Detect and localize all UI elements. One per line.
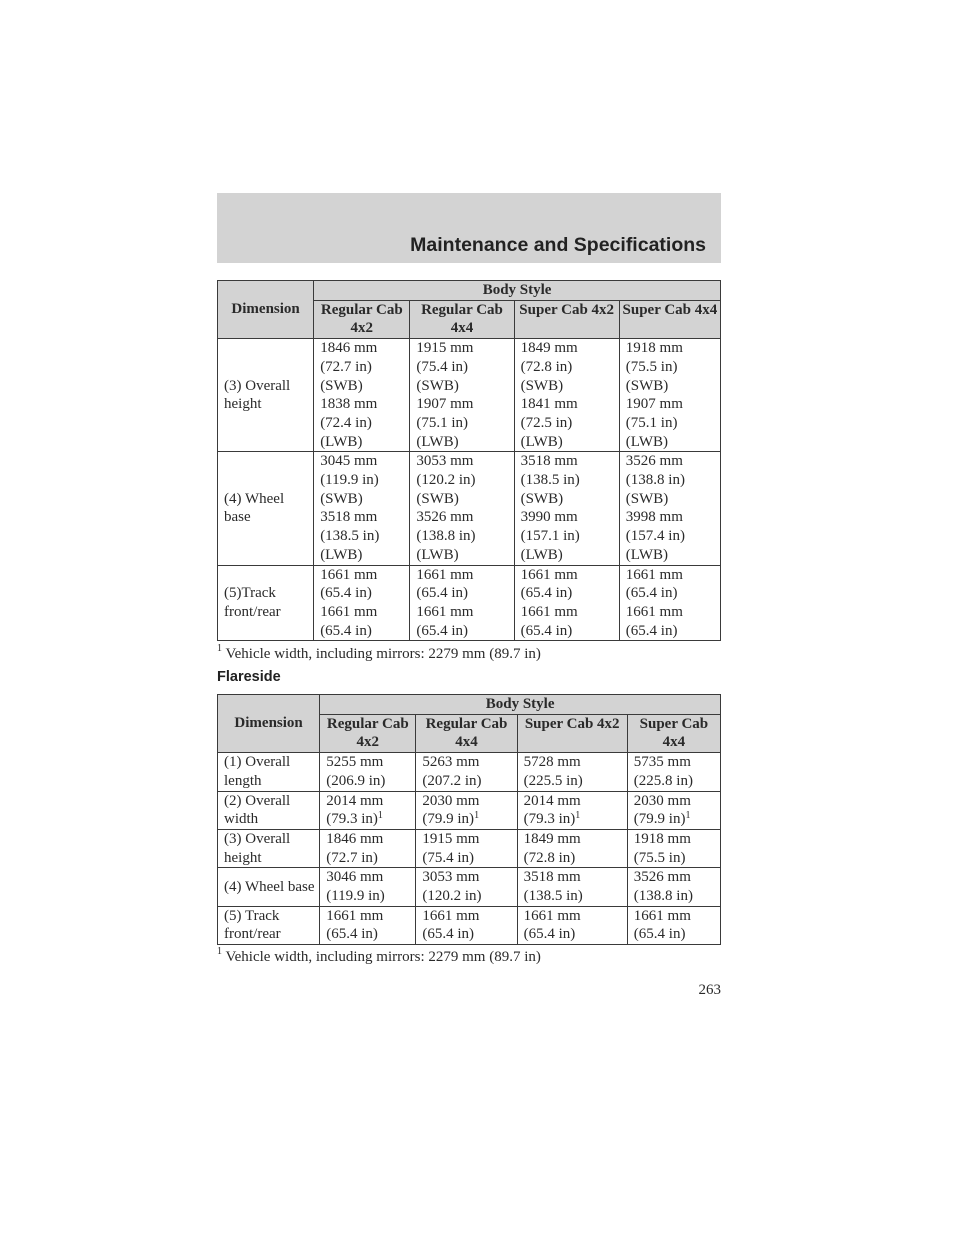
value-text: (65.4 in)	[326, 926, 378, 943]
value-cell	[320, 753, 416, 791]
value-line	[422, 810, 512, 829]
row-label: (5)Track front/rear	[218, 565, 314, 641]
value-text: 2030 mm	[633, 792, 691, 809]
value-line	[326, 868, 411, 887]
value-cell	[320, 868, 416, 906]
column-header: Super Cab 4x2	[514, 300, 619, 338]
value-line	[634, 907, 716, 926]
value-text: (120.2 in)	[422, 888, 482, 905]
value-text: (79.9 in)	[633, 811, 686, 828]
value-line	[416, 584, 509, 603]
value-line	[634, 887, 716, 906]
value-text: 3998 mm	[625, 509, 683, 526]
value-text: (SWB)	[320, 377, 363, 394]
row-label: (2) Overall width	[218, 791, 320, 829]
value-cell	[517, 906, 627, 944]
value-text: (65.4 in)	[422, 926, 475, 943]
value-line	[320, 433, 405, 452]
value-line	[634, 868, 716, 887]
table-row	[218, 565, 721, 641]
table-row	[218, 753, 721, 791]
value-text: 3053 mm	[422, 869, 480, 886]
value-line	[524, 907, 623, 926]
footnote-ref: 1	[474, 810, 480, 822]
value-line	[626, 622, 716, 641]
value-text: (75.5 in)	[633, 849, 686, 866]
value-line	[521, 377, 615, 396]
value-text: 3526 mm	[625, 453, 683, 470]
value-line	[524, 772, 623, 791]
value-text: (72.4 in)	[320, 414, 372, 431]
value-line	[320, 566, 405, 585]
page-number: 263	[698, 982, 721, 998]
value-text: (138.8 in)	[625, 472, 685, 489]
footnote-text: Vehicle width, including mirrors: 2279 mm (89.7 in)	[225, 949, 541, 965]
value-line	[326, 772, 411, 791]
value-text: 1907 mm	[416, 396, 474, 413]
value-text: (225.8 in)	[633, 772, 693, 789]
value-cell	[627, 868, 720, 906]
value-text: (72.5 in)	[520, 414, 573, 431]
value-line	[626, 603, 716, 622]
value-text: 1661 mm	[625, 603, 683, 620]
column-header: Super Cab 4x4	[627, 714, 720, 752]
value-text: 1661 mm	[320, 603, 378, 620]
value-line	[320, 414, 405, 433]
value-text: (138.8 in)	[633, 888, 693, 905]
value-text: 3518 mm	[320, 509, 378, 526]
value-line	[634, 810, 716, 829]
value-text: 1661 mm	[416, 603, 474, 620]
footnote-mark: 1	[217, 643, 222, 654]
dimension-header: Dimension	[218, 281, 314, 339]
value-text: (65.4 in)	[633, 926, 686, 943]
value-line	[626, 527, 716, 546]
value-line	[416, 358, 509, 377]
value-cell	[627, 906, 720, 944]
footnote-ref: 1	[685, 810, 691, 822]
value-line	[416, 527, 509, 546]
value-cell	[627, 753, 720, 791]
value-line	[524, 887, 623, 906]
value-text: (120.2 in)	[416, 472, 476, 489]
row-label: (4) Wheel base	[218, 452, 314, 565]
value-line	[524, 810, 623, 829]
value-text: (65.4 in)	[416, 622, 469, 639]
value-text: 3526 mm	[633, 869, 691, 886]
value-text: 1915 mm	[416, 340, 474, 357]
column-header: Regular Cab 4x2	[314, 300, 410, 338]
value-cell	[410, 565, 514, 641]
value-text: (65.4 in)	[625, 585, 678, 602]
value-line	[416, 508, 509, 527]
value-text: (LWB)	[320, 433, 363, 450]
value-line	[524, 925, 623, 944]
row-label: (5) Track front/rear	[218, 906, 320, 944]
value-text: 3046 mm	[326, 869, 384, 886]
value-line	[422, 868, 512, 887]
value-text: (SWB)	[520, 490, 564, 507]
column-header: Regular Cab 4x4	[416, 714, 517, 752]
value-cell	[410, 452, 514, 565]
value-cell	[410, 339, 514, 452]
value-text: (138.5 in)	[520, 472, 580, 489]
value-text: (72.7 in)	[326, 849, 378, 866]
value-line	[416, 471, 509, 490]
value-cell	[320, 829, 416, 867]
value-cell	[416, 906, 517, 944]
value-cell	[514, 452, 619, 565]
value-cell	[627, 791, 720, 829]
body-style-header: Body Style	[320, 695, 721, 715]
value-text: 5263 mm	[422, 754, 480, 771]
value-line	[416, 490, 509, 509]
value-cell	[517, 753, 627, 791]
value-line	[326, 925, 411, 944]
value-text: (65.4 in)	[625, 622, 678, 639]
value-text: 3518 mm	[520, 453, 578, 470]
row-label: (1) Overall length	[218, 753, 320, 791]
value-line	[320, 452, 405, 471]
value-line	[521, 546, 615, 565]
value-text: (72.7 in)	[320, 358, 372, 375]
value-cell	[314, 452, 410, 565]
value-text: (79.3 in)	[326, 811, 378, 828]
value-text: 1907 mm	[625, 396, 683, 413]
value-text: 3045 mm	[320, 453, 378, 470]
value-cell	[416, 753, 517, 791]
value-line	[326, 810, 411, 829]
value-line	[422, 792, 512, 811]
value-text: 1841 mm	[520, 396, 578, 413]
value-text: (LWB)	[625, 433, 668, 450]
value-line	[626, 433, 716, 452]
value-line	[320, 603, 405, 622]
column-header: Super Cab 4x2	[517, 714, 627, 752]
value-text: 1661 mm	[326, 907, 384, 924]
value-line	[524, 868, 623, 887]
value-text: 1661 mm	[320, 566, 378, 583]
value-line	[422, 887, 512, 906]
value-line	[416, 395, 509, 414]
value-line	[320, 622, 405, 641]
value-line	[422, 753, 512, 772]
value-line	[524, 792, 623, 811]
value-text: 2014 mm	[326, 792, 384, 809]
value-line	[326, 792, 411, 811]
value-text: (LWB)	[625, 546, 668, 563]
value-line	[626, 566, 716, 585]
value-line	[626, 395, 716, 414]
section-header-band	[217, 193, 721, 263]
value-line	[416, 566, 509, 585]
value-cell	[314, 339, 410, 452]
value-text: (65.4 in)	[520, 622, 573, 639]
value-line	[634, 772, 716, 791]
value-line	[320, 377, 405, 396]
value-text: (138.8 in)	[416, 528, 476, 545]
table-row	[218, 339, 721, 452]
value-line	[320, 395, 405, 414]
section-title: Maintenance and Specifications	[410, 234, 706, 256]
value-text: 1846 mm	[326, 830, 384, 847]
value-line	[634, 792, 716, 811]
value-text: (119.9 in)	[320, 472, 379, 489]
value-text: (138.5 in)	[523, 888, 583, 905]
value-text: 3990 mm	[520, 509, 578, 526]
value-line	[320, 508, 405, 527]
value-line	[326, 830, 411, 849]
value-text: 5735 mm	[633, 754, 691, 771]
value-line	[521, 452, 615, 471]
value-text: 3526 mm	[416, 509, 474, 526]
table-row	[218, 791, 721, 829]
value-cell	[416, 829, 517, 867]
spec-table-flareside	[217, 694, 721, 945]
value-text: 1661 mm	[523, 907, 581, 924]
value-text: (79.9 in)	[422, 811, 475, 828]
value-cell	[514, 565, 619, 641]
value-line	[320, 490, 405, 509]
value-line	[521, 433, 615, 452]
value-line	[521, 471, 615, 490]
value-line	[422, 830, 512, 849]
value-line	[634, 849, 716, 868]
value-line	[422, 907, 512, 926]
value-line	[521, 490, 615, 509]
value-line	[326, 907, 411, 926]
value-line	[320, 527, 405, 546]
value-line	[521, 566, 615, 585]
value-line	[521, 527, 615, 546]
value-text: (157.1 in)	[520, 528, 580, 545]
value-cell	[619, 452, 720, 565]
value-text: (LWB)	[520, 433, 563, 450]
value-text: (SWB)	[625, 490, 669, 507]
value-line	[416, 377, 509, 396]
value-text: 1849 mm	[523, 830, 581, 847]
value-line	[626, 339, 716, 358]
column-header: Regular Cab 4x2	[320, 714, 416, 752]
value-text: (75.4 in)	[416, 358, 469, 375]
body-style-header: Body Style	[314, 281, 721, 301]
value-cell	[320, 791, 416, 829]
footnote	[217, 643, 541, 663]
value-line	[626, 452, 716, 471]
value-line	[326, 753, 411, 772]
value-text: (75.5 in)	[625, 358, 678, 375]
value-line	[626, 377, 716, 396]
value-text: (65.4 in)	[523, 926, 576, 943]
value-text: (SWB)	[320, 490, 363, 507]
value-line	[416, 339, 509, 358]
value-cell	[320, 906, 416, 944]
value-text: (SWB)	[416, 490, 459, 507]
value-text: 1661 mm	[416, 566, 474, 583]
value-text: (138.5 in)	[320, 528, 380, 545]
value-line	[416, 546, 509, 565]
value-cell	[314, 565, 410, 641]
value-line	[416, 622, 509, 641]
value-text: 1846 mm	[320, 340, 378, 357]
value-text: (SWB)	[625, 377, 669, 394]
value-text: (LWB)	[520, 546, 563, 563]
value-text: 5255 mm	[326, 754, 384, 771]
value-text: (157.4 in)	[625, 528, 685, 545]
value-text: 1661 mm	[520, 603, 578, 620]
value-cell	[517, 791, 627, 829]
footnote-ref: 1	[377, 810, 383, 822]
value-cell	[619, 565, 720, 641]
value-line	[626, 471, 716, 490]
value-line	[320, 358, 405, 377]
value-text: 2014 mm	[523, 792, 581, 809]
value-text: (65.4 in)	[320, 585, 372, 602]
value-cell	[619, 339, 720, 452]
value-cell	[416, 791, 517, 829]
value-line	[521, 584, 615, 603]
value-line	[416, 603, 509, 622]
value-line	[326, 887, 411, 906]
value-line	[626, 490, 716, 509]
value-line	[422, 772, 512, 791]
footnote-ref: 1	[575, 810, 581, 822]
value-line	[422, 925, 512, 944]
value-text: 3518 mm	[523, 869, 581, 886]
footnote-text: Vehicle width, including mirrors: 2279 mm (89.7 in)	[225, 646, 541, 662]
value-line	[524, 830, 623, 849]
value-cell	[517, 829, 627, 867]
value-line	[326, 849, 411, 868]
value-line	[320, 546, 405, 565]
footnote-mark: 1	[217, 946, 222, 957]
value-line	[416, 452, 509, 471]
value-line	[626, 358, 716, 377]
column-header: Super Cab 4x4	[619, 300, 720, 338]
table-row	[218, 452, 721, 565]
value-text: (LWB)	[416, 546, 459, 563]
value-cell	[416, 868, 517, 906]
footnote	[217, 946, 541, 966]
value-line	[634, 925, 716, 944]
value-text: (75.1 in)	[625, 414, 678, 431]
value-text: 1918 mm	[625, 340, 683, 357]
value-cell	[517, 868, 627, 906]
row-label: (3) Overall height	[218, 339, 314, 452]
value-line	[626, 414, 716, 433]
flareside-heading: Flareside	[217, 669, 281, 685]
value-line	[320, 471, 405, 490]
value-text: 1838 mm	[320, 396, 378, 413]
value-text: 3053 mm	[416, 453, 474, 470]
value-line	[524, 753, 623, 772]
value-line	[521, 358, 615, 377]
value-text: (79.3 in)	[523, 811, 576, 828]
value-text: 1661 mm	[633, 907, 691, 924]
value-line	[320, 339, 405, 358]
value-text: (75.1 in)	[416, 414, 469, 431]
value-text: 5728 mm	[523, 754, 581, 771]
value-text: 1661 mm	[625, 566, 683, 583]
value-text: 1849 mm	[520, 340, 578, 357]
row-label: (4) Wheel base	[218, 868, 320, 906]
value-line	[422, 849, 512, 868]
spec-table-main	[217, 280, 721, 641]
value-text: (SWB)	[416, 377, 459, 394]
value-line	[521, 508, 615, 527]
value-line	[626, 584, 716, 603]
dimension-header: Dimension	[218, 695, 320, 753]
value-line	[521, 339, 615, 358]
value-text: 1661 mm	[520, 566, 578, 583]
value-text: (65.4 in)	[416, 585, 469, 602]
value-text: (119.9 in)	[326, 888, 385, 905]
value-text: (72.8 in)	[520, 358, 573, 375]
value-text: (LWB)	[320, 546, 363, 563]
value-text: (225.5 in)	[523, 772, 583, 789]
value-text: 1918 mm	[633, 830, 691, 847]
value-text: (206.9 in)	[326, 772, 386, 789]
value-line	[320, 584, 405, 603]
value-line	[521, 622, 615, 641]
value-text: 1915 mm	[422, 830, 480, 847]
column-header: Regular Cab 4x4	[410, 300, 514, 338]
value-cell	[627, 829, 720, 867]
value-line	[521, 414, 615, 433]
value-text: (65.4 in)	[520, 585, 573, 602]
table-row	[218, 829, 721, 867]
value-line	[416, 414, 509, 433]
value-line	[626, 508, 716, 527]
value-text: (72.8 in)	[523, 849, 576, 866]
value-line	[521, 395, 615, 414]
value-text: (207.2 in)	[422, 772, 482, 789]
value-text: 2030 mm	[422, 792, 480, 809]
value-text: 1661 mm	[422, 907, 480, 924]
value-line	[416, 433, 509, 452]
value-line	[634, 753, 716, 772]
value-text: (75.4 in)	[422, 849, 475, 866]
value-line	[521, 603, 615, 622]
table-row	[218, 906, 721, 944]
value-line	[626, 546, 716, 565]
value-line	[524, 849, 623, 868]
row-label: (3) Overall height	[218, 829, 320, 867]
value-text: (SWB)	[520, 377, 564, 394]
value-cell	[514, 339, 619, 452]
value-line	[634, 830, 716, 849]
table-row	[218, 868, 721, 906]
value-text: (LWB)	[416, 433, 459, 450]
value-text: (65.4 in)	[320, 622, 372, 639]
